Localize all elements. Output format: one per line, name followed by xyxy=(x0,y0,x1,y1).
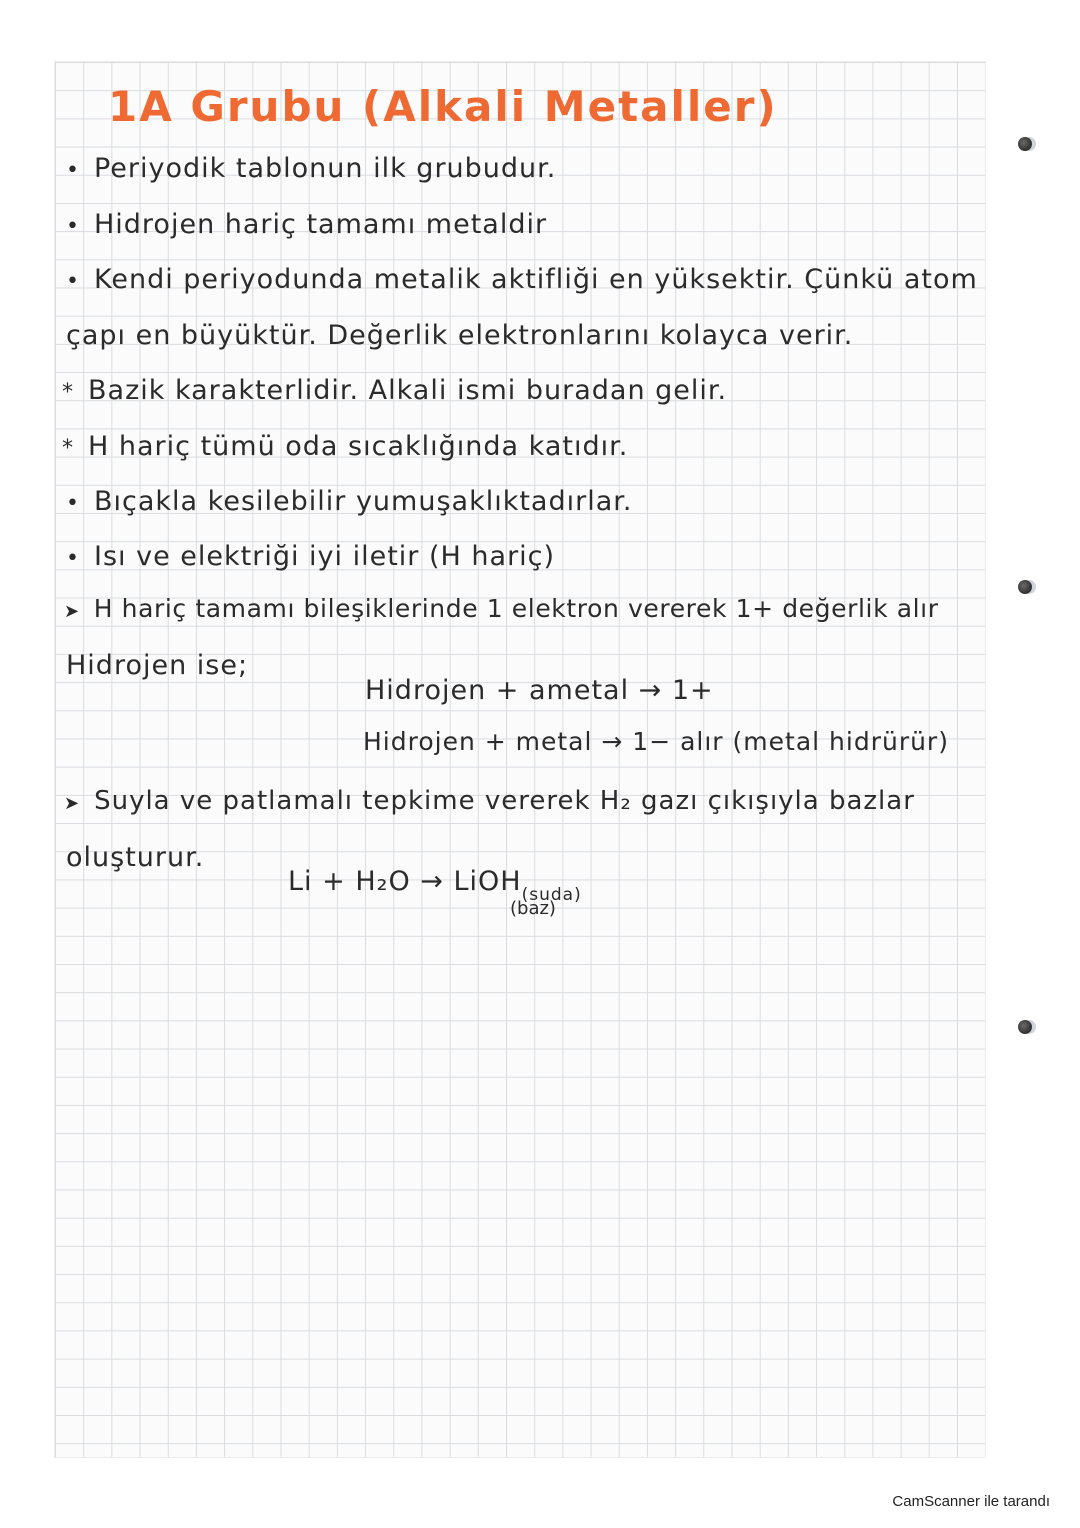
note-text: Isı ve elektriği iyi iletir (H hariç) xyxy=(93,541,556,572)
note-line-9 xyxy=(64,596,939,621)
note-text: Bazik karakterlidir. Alkali ismi buradan gelir. xyxy=(88,375,728,406)
reaction-note: (baz) xyxy=(510,898,556,919)
bullet-icon: • xyxy=(66,158,80,183)
bullet-icon: • xyxy=(66,491,80,516)
note-text: H hariç tamamı bileşiklerinde 1 elektron vererek 1+ değerlik alır xyxy=(93,594,939,623)
note-line-10 xyxy=(66,652,248,679)
equation-2: Hidrojen + metal → 1− alır (metal hidrürür) xyxy=(363,727,949,756)
note-text: Bıçakla kesilebilir yumuşaklıktadırlar. xyxy=(93,486,633,517)
scanner-footer: CamScanner ile tarandı xyxy=(892,1493,1050,1510)
binder-hole-icon xyxy=(1018,137,1032,151)
note-line-12: oluşturur. xyxy=(66,842,205,873)
note-line-6 xyxy=(62,433,628,460)
note-text: H hariç tümü oda sıcaklığında katıdır. xyxy=(88,431,629,462)
equation-1: Hidrojen + ametal → 1+ xyxy=(365,675,714,706)
arrow-bullet-icon: ➤ xyxy=(64,601,80,622)
note-line-3 xyxy=(66,266,978,293)
reaction-state: (suda) xyxy=(521,885,582,905)
binder-hole-icon xyxy=(1018,580,1032,594)
note-line-8 xyxy=(66,543,555,570)
star-bullet-icon: * xyxy=(62,436,74,461)
note-line-2 xyxy=(66,211,547,238)
note-line-7 xyxy=(66,488,632,515)
note-line-11 xyxy=(64,788,915,814)
note-text: Periyodik tablonun ilk grubudur. xyxy=(93,153,557,184)
note-line-1 xyxy=(66,155,556,182)
note-text: Suyla ve patlamalı tepkime vererek H₂ gazı çıkışıyla bazlar xyxy=(94,786,915,816)
note-text: Kendi periyodunda metalik aktifliği en yüksektir. Çünkü atom xyxy=(93,264,978,295)
arrow-bullet-icon: ➤ xyxy=(64,793,81,814)
bullet-icon: • xyxy=(66,269,80,294)
note-line-4 xyxy=(66,322,853,349)
bullet-icon: • xyxy=(66,546,80,571)
bullet-icon: • xyxy=(66,214,80,239)
star-bullet-icon: * xyxy=(62,380,74,405)
note-text: Hidrojen hariç tamamı metaldir xyxy=(93,209,548,240)
page-title: 1A Grubu (Alkali Metaller) xyxy=(108,82,778,131)
reaction-text: Li + H₂O → LiOH xyxy=(288,866,522,897)
note-line-5 xyxy=(62,377,727,404)
binder-hole-icon xyxy=(1018,1020,1032,1034)
note-text: çapı en büyüktür. Değerlik elektronlarını kolayca verir. xyxy=(66,320,854,351)
note-text: Hidrojen ise; xyxy=(66,650,249,681)
